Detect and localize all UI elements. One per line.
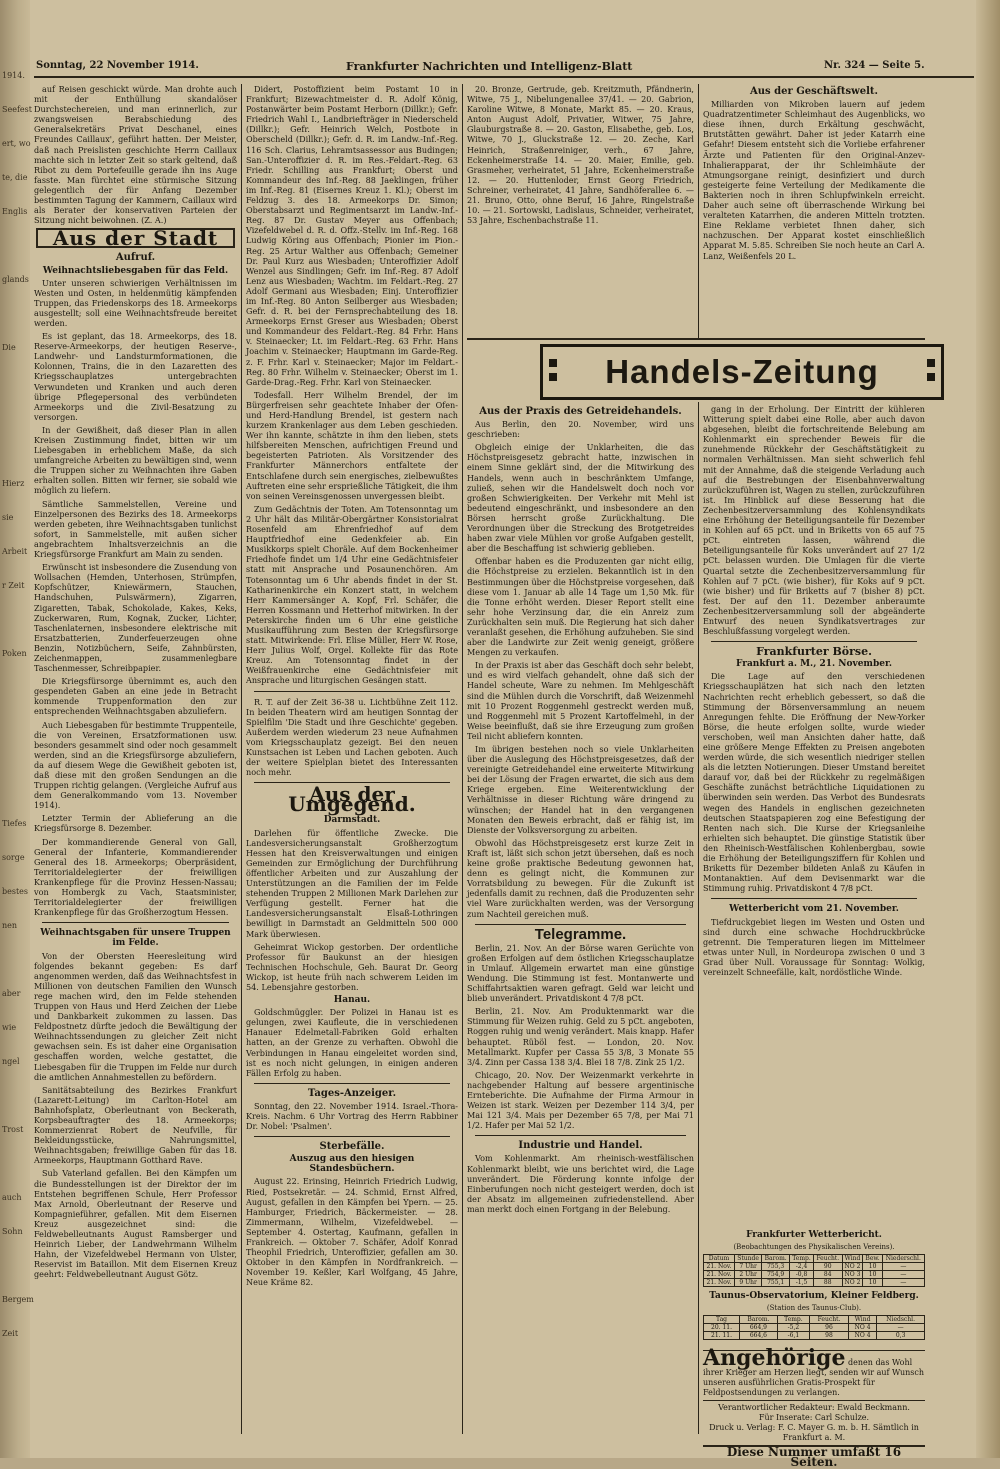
section-heading: Tages-Anzeiger. [307, 1087, 397, 1099]
table-cell: 21. 11. [704, 1332, 740, 1340]
table-cell: 754,9 [762, 1271, 790, 1279]
table-header-row [704, 1255, 925, 1263]
advertisement-angehoerige [703, 1345, 925, 1401]
prev-page-line: Hierz [2, 479, 25, 488]
prev-page-line: Bergem [2, 1295, 34, 1304]
prev-page-line: Die [2, 343, 16, 352]
section-heading: Frankfurter Börse. [756, 645, 872, 659]
table-cell: NO 3 [842, 1271, 863, 1279]
divider [711, 641, 917, 642]
article-text: Geheimrat Wickop gestorben. Der ordentliche Professor für Baukunst an der hiesigen Technischen Hochschule, Geh. Baurat Dr. Georg Wickop, ist heute früh nach schwerem Leiden im 54. Lebensjahre gestorben. [246, 941, 458, 992]
table-cell: 21. Nov. [704, 1271, 735, 1279]
table-cell: 664,9 [740, 1324, 778, 1332]
table-cell: 98 [810, 1332, 849, 1340]
prev-page-line: ngel [2, 1057, 20, 1066]
table-cell: 21. Nov. [704, 1279, 735, 1287]
table-cell: NO 2 [842, 1279, 863, 1287]
table-cell: -1,5 [790, 1279, 814, 1287]
column-rule [462, 84, 463, 1434]
column-5 [467, 404, 694, 1434]
table-header-cell: Stunde [734, 1255, 761, 1263]
table-header-cell: Feucht. [810, 1316, 849, 1324]
article-text: Tiefdruckgebiet liegen im Westen und Osten und sind durch eine schwache Hochdruckbrücke getrennt. Die Temperaturen liegen im Mittelmeer etwas unter Null, in Nordeuropa zwischen 0 und 3 Grad über Null. Voraussage für Sonntag: Wolkig, vereinzelt Schneefälle, kalt, nordöstliche Winde. [703, 916, 925, 977]
prev-page-line: te, die [2, 173, 28, 182]
prev-page-line: Arbeit [2, 547, 28, 556]
table-body [704, 1263, 925, 1287]
section-heading-aus-der-umgegend: Aus der Umgegend. [288, 782, 416, 817]
table-subtitle: (Beobachtungen des Physikalischen Vereins). [733, 1243, 895, 1252]
table-cell: 96 [810, 1324, 849, 1332]
page-header [34, 58, 974, 78]
divider [254, 1136, 450, 1137]
article-text: Von der Obersten Heeresleitung wird folgendes bekannt gegeben: Es darf angenommen werden, daß das Weihnachtsfest in Millionen von deutschen Familien den Wunsch rege machen wird, den im Felde stehenden Truppen von Haus und Herd Zeichen der Liebe und Dankbarkeit zukommen zu lassen. Das Feldpostnetz dürfte jedoch die Bewältigung der Weihnachtssendungen zu gleicher Zeit nicht gewachsen sein. Es ist daher eine Organisation geschaffen worden, welche gestattet, die Liebesgaben für die Truppen im Felde nur durch die amtlichen Annahmestellen zu befördern. [34, 950, 237, 1082]
table-cell: 2 Uhr [734, 1271, 761, 1279]
section-heading: Aus der Geschäftswelt. [749, 86, 879, 97]
place-heading: Darmstadt. [323, 815, 381, 826]
article-text: gang in der Erholung. Der Eintritt der kühleren Witterung spielt dabei eine Rolle, aber auch davon abgesehen, bleibt die fortschreitende Belebung am Kohlenmarkt ein sprechender Beweis für die zunehmende Rückkehr der Geschäftstätigkeit zu normalen Verhältnissen. Man sieht schwerlich fehl mit der Annahme, daß die steigende Verladung auch auf die Bestrebungen der Eisenbahnverwaltung zurückzuführen ist, Wagen zu stellen, zurückzuführen ist. Im Hinblick auf diese Besserung hat die Zechenbesitzerversammlung des Kohlensyndikats eine Erhöhung der Beteiligungsanteile für Dezember in Kohlen auf 65 pCt. und in Briketts von 65 auf 75 pCt. eintreten lassen, während die Beteiligungsanteile für Koks unverändert auf 27 1/2 pCt. belassen wurden. Die Umlagen für die vierte Quartal setzte die Zechenbesitzerversammlung für Kohlen auf 7 pCt. (wie bisher), für Koks auf 9 pCt. (wie bisher) und für Briketts auf 7 (bisher 8) pCt. fest. Der auf den 11. Dezember anberaumte Zechenbesitzerversammlung soll der abgeänderte Entwurf des neuen Syndikatsvertrages zur Beschlußfassung vorgelegt werden. [703, 404, 926, 637]
column-rule [698, 84, 699, 340]
table-title: Frankfurter Wetterbericht. [746, 1230, 882, 1240]
table-cell: 20. 11. [704, 1324, 740, 1332]
ad-keyword: Angehörige [703, 1345, 846, 1371]
table-cell: — [877, 1324, 925, 1332]
column-rule [698, 402, 699, 1434]
table-header-cell: Barom. [740, 1316, 778, 1324]
table-header-cell: Niederschl. [882, 1255, 924, 1263]
article-text: Aus Berlin, den 20. November, wird uns geschrieben: [467, 419, 694, 440]
table-cell: 755,1 [762, 1279, 790, 1287]
headline: Aufruf. [115, 252, 156, 264]
column-2 [246, 84, 458, 1444]
table-cell: 84 [813, 1271, 842, 1279]
article-text: Goldschmüggler. Der Polizei in Hanau ist es gelungen, zwei Kaufleute, die in verschiedenen Hanauer Edelmetall-Fabriken Gold erhalten hatten, an der Grenze zu verhaften. Obwohl die Verbindungen in Hanau eingeleitet worden sind, ist es noch nicht gelungen, in einigen anderen Fällen Erfolg zu haben. [246, 1007, 458, 1078]
previous-page-edge [0, 0, 34, 1458]
table-cell: -5,2 [777, 1324, 809, 1332]
divider [711, 898, 917, 899]
prev-page-line: 1914. [2, 71, 25, 80]
handels-zeitung-banner [540, 344, 944, 400]
table-body [704, 1324, 925, 1340]
column-3-top [467, 84, 694, 338]
handels-zeitung-title: Handels-Zeitung [605, 353, 879, 390]
prev-page-line: ert, wo [2, 139, 31, 148]
table-cell: 0,3 [877, 1332, 925, 1340]
article-text: Erwünscht ist insbesondere die Zusendung von Wollsachen (Hemden, Unterhosen, Strümpfen, Kopfschützer, Kniewärmern, Stauchen, Handschuhen, Pulswärmern), Zigarren, Zigaretten, Tabak, Schokolade, Kakes, Keks, Zuckerwaren, Rum, Kognak, Zucker, Lichter, Taschenlaternen, insbesondere elektrische mit Ersatzbatterien, Zunderfeuerzeugen ohne Benzin, Notizbüchern, Seife, Zahnbürsten, Zeichenmappen, zusammenlegbare Taschenmesser, Schreibpapier. [34, 562, 237, 674]
article-text: Im übrigen bestehen noch so viele Unklarheiten über die Auslegung des Höchstpreisgesetzes, daß der vereinigte Getreidehandel eine erweiterte Mitwirkung bei der Lösung der Fragen erwartet, die sich aus dem Kriege ergeben. Eine Weiterentwicklung der Verhältnisse in dieser Richtung wäre dringend zu wünschen; der Handel hat in den vergangenen Monaten den Beweis erbracht, daß er fähig ist, im Dienste der Volksversorgung zu arbeiten. [467, 744, 694, 835]
table-row [704, 1324, 925, 1332]
subheadline: Weihnachtsliebesgaben für das Feld. [42, 265, 229, 276]
frankfurt-weather-table [703, 1254, 925, 1287]
prev-page-line: bestes [2, 887, 29, 896]
table-cell: 21. Nov. [704, 1263, 735, 1271]
column-6 [703, 404, 925, 1224]
prev-page-line: auch [2, 1193, 22, 1202]
prev-page-line: sorge [2, 853, 25, 862]
column-4-top [703, 84, 925, 338]
table-cell: NO 4 [848, 1324, 876, 1332]
table-cell: 10 [863, 1271, 882, 1279]
masthead: Frankfurter Nachrichten und Intelligenz-Blatt [346, 60, 633, 73]
article-text: Die Lage auf den verschiedenen Kriegsschauplätzen hat sich nach den letzten Nachrichten recht erheblich gebessert, so daß die Stimmung der Börsenversammlung an neuem Anregungen fehlte. Die Eröffnung der New-Yorker Börse, die heute erfolgen sollte, wurde wieder verschoben, weil man Ansichten daher hatte, daß eine größere Menge Effekten zu Preisen angeboten werden würde, die sich wesentlich niedriger stellen als die letzten Notierungen. Dieser Umstand bereitet darauf vor, daß bei der Rückkehr zu regelmäßigen Geschäfte zunächst beträchtliche Liquidationen zu überwinden sein werden. Das Verbot des Bundesrats wegen des Handels in englischen gezeichneten deutschen Staatspapieren zog eine Befestigung der Renten nach sich. Die Kurse der Kriegsanleihe erhielten sich behauptet. Die günstige Statistik über den Rheinisch-Westfälischen Kohlenbergbau, sowie die Erhöhung der Beteiligungsziffern für Kohlen und Briketts für Dezember bildeten Anlaß zu Käufen in Montanaktien. Auf dem Devisenmarkt war die Stimmung ruhig. Privatdiskont 4 7/8 pCt. [703, 671, 925, 894]
prev-page-line: Englis [2, 207, 28, 216]
table-cell: — [882, 1271, 924, 1279]
article-text: Offenbar haben es die Produzenten gar nicht eilig, die Höchstpreise zu erzielen. Bekanntlich ist in den Bestimmungen über die Höchstpreise vorgesehen, daß diese vom 1. Januar ab alle 14 Tage um 1,50 Mk. für die Tonne erhöht werden. Dieser Report stellt eine sehr hohe Verzinsung dar, die ein Anreiz zum Zurückhalten sein muß. Die Regierung hat sich daher veranlaßt gesehen, die Erhöhung aufzuheben. Sie sind aber die Landwirte zur Zeit wenig geneigt, größere Mengen zu verkaufen. [467, 556, 694, 658]
prev-page-line: nen [2, 921, 18, 930]
prev-page-line: r Zeit [2, 581, 25, 590]
divider [475, 1135, 686, 1136]
table-header-cell: Datum [704, 1255, 735, 1263]
table-row [704, 1263, 925, 1271]
article-text: Chicago, 20. Nov. Der Weizenmarkt verkehrte in nachgebender Haltung auf bessere argentinische Ernteberichte. Die Aufnahme der Firma Armour in Weizen ist stark. Weizen per Dezember 114 3/4, per Mai 121 3/4. Mais per Dezember 65 7/8, per Mai 71 1/2. Hafer per Mai 52 1/2. [467, 1069, 694, 1131]
table-header-cell: Temp. [790, 1255, 814, 1263]
article-text: R. T. auf der Zeit 36-38 u. Lichtbühne Zeit 112. In beiden Theatern wird am heutigen Sonntag der Spielfilm 'Die Stadt und ihre Geschichte' gegeben. Außerdem werden wiederum 23 neue Aufnahmen vom Kriegsschauplatz gezeigt. Bei den neuen Kunstsachen ist Leben und Lachen geboten. Auch der weitere Spielplan bietet des Interessanten noch mehr. [246, 696, 458, 778]
column-1 [34, 84, 237, 1444]
article-text: Zum Gedächtnis der Toten. Am Totensonntag um 2 Uhr hält das Militär-Obergärtner Konsistorialrat Rosenfeld am Ehrenfriedhof auf dem Hauptfriedhof eine Gedenkfeier ab. Ein Musikkorps spielt Choräle. Auf dem Bockenheimer Friedhofe findet um 1/4 Uhr eine Gedächtnisfeier statt mit Ansprache und Posaunenchören. Am Totensonntag um 6 Uhr abends findet in der St. Katharinenkirche ein Konzert statt, in welchem Herr Kammersänger A. Kopf, Frl. Schäfer, die Herren Kossmann und Hetterhof mitwirken. In der Peterskirche finden um 6 Uhr eine geistliche Musikaufführung zum Besten der Kriegsfürsorge statt. Mitwirkende: Frl. Elise Müller, Herr W. Rose, Herr Julius Wolf, Orgel. Kollekte für das Rote Kreuz. Am Totensonntag findet in der Weißfrauenkirche eine Gedächtnisfeier mit Ansprache und liturgischen Gesängen statt. [246, 503, 458, 686]
prev-page-line: Seefest [2, 105, 32, 114]
closing-line: Diese Nummer umfaßt 16 Seiten. [703, 1445, 925, 1467]
section-heading: Wetterbericht vom 21. November. [729, 904, 899, 915]
article-text: Der kommandierende General von Gall, General der Infanterie, Kommandierender General des 18. Armeekorps; Oberpräsident, Territorialdelegierter der freiwilligen Krankenpflege für die Provinz Hessen-Nassau; von Hombergk zu Vach, Staatsminister, Territorialdelegierter der freiwilligen Krankenpflege für das Großherzogtum Hessen. [34, 836, 237, 918]
article-text: Berlin, 21. Nov. Am Produktenmarkt war die Stimmung für Weizen ruhig. Geld zu 5 pCt. angeboten, Roggen ruhig und wenig verändert. Mais knapp. Hafer behauptet. Rüböl fest. — London, 20. Nov. Metallmarkt. Kupfer per Cassa 55 3/8, 3 Monate 55 3/4. Zinn per Cassa 138 3/4. Blei 18 7/8. Zink 25 1/2. [467, 1006, 694, 1067]
divider [475, 924, 686, 925]
table-row [704, 1271, 925, 1279]
section-heading: Sterbefälle. [319, 1141, 385, 1153]
article-text: Todesfall. Herr Wilhelm Brendel, der im Bürgerfreisen sehr geachtete Inhaber der Ofen- und Herd-Handlung Brendel, ist gestern nach kurzem Krankenlager aus dem Leben geschieden. Wer ihn kannte, schätzte in ihm den lieben, stets hilfsbereiten Menschen, aufrichtigen Freund und begeisterten Patrioten. Als Vorsitzender des Frankfurter Männerchors entfaltete der Entschlafene durch sein energisches, zielbewußtes Auftreten eine sehr ersprießliche Tätigkeit, die ihm von seinen Vereinsgenossen unvergessen bleibt. [246, 389, 458, 501]
table-cell: NO 2 [842, 1263, 863, 1271]
imprint-publisher: Druck u. Verlag: F. C. Mayer G. m. b. H. Sämtlich in Frankfurt a. M. [709, 1423, 919, 1442]
article-text: Letzter Termin der Ablieferung an die Kriegsfürsorge 8. Dezember. [34, 813, 237, 834]
article-text: Es ist geplant, das 18. Armeekorps, des 18. Reserve-Armeekorps, der heutigen Reserve-, Landwehr- und Landsturmformationen, die Kolonnen, Trains, die in den Lazaretten des Kriegsschauplatzes untergebrachten Verwundeten und Kranken und auch deren übrige Pflegepersonal des verbündeten Armeekorps und die Zivil-Besatzung zu versorgen. [34, 331, 237, 422]
table-cell: 9 Uhr [734, 1279, 761, 1287]
prev-page-line: wie [2, 1023, 17, 1032]
table-cell: 755,3 [762, 1263, 790, 1271]
divider [254, 691, 450, 692]
place-heading: Hanau. [333, 995, 371, 1006]
imprint-editor: Verantwortlicher Redakteur: Ewald Beckmann. [718, 1403, 910, 1412]
table-cell: NO 4 [848, 1332, 876, 1340]
article-text: Sämtliche Sammelstellen, Vereine und Einzelpersonen des Bezirks des 18. Armeekorps werden gebeten, ihre Weihnachtsgaben tunlichst sofort, in Sammelstelle, mit außen sicher angebrachtem Inhaltsverzeichnis an die Kriegsfürsorge Frankfurt am Main zu senden. [34, 498, 237, 560]
table-cell: 88 [813, 1279, 842, 1287]
prev-page-line: Poken [2, 649, 27, 658]
table-cell: 90 [813, 1263, 842, 1271]
article-text: Darlehen für öffentliche Zwecke. Die Landesversicherungsanstalt Großherzogtum Hessen hat den Kreisverwaltungen und einigen Gemeinden zur Ermöglichung der Durchführung öffentlicher Arbeiten und zur Auszahlung der Unterstützungen an die Familien der im Felde stehenden Truppen 2 Millionen Mark Darlehen zur Verfügung gestellt. Ferner hat die Landesversicherungsanstalt Elsaß-Lothringen bewilligt in Darmstadt an Geldmitteln 500 000 Mark überwiesen. [246, 827, 458, 939]
prev-page-line: glands [2, 275, 29, 284]
table-cell: 10 [863, 1279, 882, 1287]
subheadline: Auszug aus den hiesigen Standesbüchern. [289, 1154, 415, 1175]
table-cell: 10 [863, 1263, 882, 1271]
article-text: Obwohl das Höchstpreisgesetz erst kurze Zeit in Kraft ist, läßt sich schon jetzt übersehen, daß es noch keine große praktische Bedeutung gewonnen hat, denn es gelingt nicht, die Kommunen zur Vorratsbildung zu bewegen. Für die Zukunft ist jedenfalls damit zu rechnen, daß die Produzenten sehr viel Ware zurückhalten werden, was der Versorgung zum Nachteil gereichen muß. [467, 837, 694, 919]
table-header-cell: Wind [848, 1316, 876, 1324]
article-text: Berlin, 21. Nov. An der Börse waren Gerüchte von großen Erfolgen auf dem östlichen Kriegsschauplatze in Umlauf. Allgemein erwartet man eine günstige Wendung. Die Stimmung ist fest. Montanwerte und Schiffahrtsaktien waren gefragt. Geld war leicht und blieb unverändert. Privatdiskont 4 7/8 pCt. [467, 942, 694, 1004]
imprint-ads: Für Inserate: Carl Schulze. [758, 1413, 870, 1422]
table-header-row [704, 1316, 925, 1324]
section-heading: Industrie und Handel. [518, 1140, 643, 1152]
table-cell: — [882, 1279, 924, 1287]
article-text: Milliarden von Mikroben lauern auf jedem Quadratzentimeter Schleimhaut des Augenblicks, wo diese ihnen, durch Erkältung geschwächt, Brutstätten gewährt. Daher ist jeder Katarrh eine Gefahr! Diesem entsteht sich die Vorliebe erfahrener Ärzte und Patienten für den Original-Anzev-Inhalierapparat, der ihr Schleimhäute der Atmungsorgane reinigt, desinfiziert und durch gesteigerte feine Verteilung der Medikamente die Bakterien noch in ihren Schlupfwinkeln erreicht. Daher auch seine oft überraschende Wirkung bei veralteten Katarrhen, die anderen Mitteln trotzten. Eine Reklame verbietet Ihnen daher, sich nachzuschen. Der Apparat kostet einschließlich Apparat M. 5.85. Schreiben Sie noch heute an Carl A. Lanz, Weißenfels 20 L. [703, 99, 925, 261]
table-header-cell: Bew. [863, 1255, 882, 1263]
headline: Weihnachtsgaben für unsere Truppen im Felde. [40, 928, 231, 949]
prev-page-line: Tiefes [2, 819, 27, 828]
headline: Aus der Praxis des Getreidehandels. [479, 406, 682, 417]
table-subtitle: (Station des Taunus-Club). [766, 1304, 862, 1313]
issue-number: Nr. 324 — Seite 5. [824, 60, 925, 71]
column-rule [241, 84, 242, 1434]
divider [467, 338, 925, 340]
table-header-cell: Feucht. [813, 1255, 842, 1263]
ad-text: denen das Wohl ihrer Krieger am Herzen liegt, senden wir auf Wunsch unseren ausführlichen Gratis-Prospekt für Feldpostsendungen zu verlangen. [703, 1358, 924, 1397]
table-header-cell: Barom. [762, 1255, 790, 1263]
article-text: Obgleich einige der Unklarheiten, die das Höchstpreisgesetz gebracht hatte, inzwischen in einem Sinne geklärt sind, der die Mitwirkung des Handels, wenn auch in beschränktem Umfange, zuließ, sehen wir die Handelswelt doch noch vor großen Schwierigkeiten. Der Verkehr mit Mehl ist bedeutend eingeschränkt, und insbesondere an den Börsen herrscht große Zurückhaltung. Die Verordnungen über die Streckung des Brotgetreides haben zwar viele Mühlen vor große Aufgaben gestellt, aber die Beschaffung ist schwierig geblieben. [467, 442, 694, 554]
table-row [704, 1279, 925, 1287]
article-text: Vom Kohlenmarkt. Am rheinisch-westfälischen Kohlenmarkt bleibt, wie uns berichtet wird, die Lage unverändert. Die Förderung konnte infolge der Einberufungen noch nicht gesteigert werden, doch ist der Absatz im allgemeinen zufriedenstellend. Aber man merkt doch einen Fortgang in der Belebung. [467, 1153, 694, 1214]
prev-page-line: Trost [2, 1125, 24, 1134]
article-text: Didert, Postoffizient beim Postamt 10 in Frankfurt; Bizewachtmeister d. R. Adolf König, Postanwärter beim Postamt Herborn (Dillkr.); Gefr. Friedrich Wahl I., Landbriefträger in Niederscheld (Dillkr.); Gefr. Heinrich Welch, Postbote in Oberscheld (Dillkr.); Gefr. d. R. im Landw.-Inf.-Reg. 116 Sch. Clarius, Lehramtsassessor aus Budingen; San.-Unteroffizier d. R. im Res.-Feldart.-Reg. 63 Friedr. Schilling aus Frankfurt; Oberst und Kommandeur des Inf.-Reg. 88 Jaeklingen, früher im Inf.-Reg. 81 (Eisernes Kreuz 1. Kl.); Oberst im Feldzug 3. des 18. Armeekorps Dr. Simon; Oberstabsarzt und Regimentsarzt im Landw.-Inf.-Reg. 87 Dr. Gustav Meyer aus Offenbach; Vizefeldwebel d. R. d. Offz.-Stellv. im Inf.-Reg. 168 Ludwig Köring aus Offenbach; Pionier im Pion.-Reg. 25 Artur Walther aus Offenbach; Gemeiner Dr. Paul Kurz aus Wiesbaden; Unteroffizier Adolf Wenzel aus Sindlingen; Gefr. im Inf.-Reg. 87 Adolf Lenz aus Wiesbaden; Wachtm. im Feldart.-Reg. 27 Adolf Germani aus Wiesbaden; Einj. Unteroffizier im Inf.-Reg. 80 Anton Seilberger aus Wiesbaden; Gefr. d. R. bei der Fernsprechabteilung des 18. Armeekorps Ernst Greser aus Wiesbaden; Oberst und Kommandeur des Feldart.-Reg. 84 Frhr. Hans v. Steinaecker; Lt. im Feldart.-Reg. 63 Frhr. Hans Joachim v. Steinaecker; Hauptmann im Garde-Reg. z. F. Frhr. Karl v. Steinaecker; Major im Feldart.-Reg. 80 Frhr. Wilhelm v. Steinaecker; Oberst im 1. Garde-Drag.-Reg. Frhr. Karl von Steinaecker. [246, 84, 458, 387]
table-cell: -2,4 [790, 1263, 814, 1271]
header-date: Sonntag, 22 November 1914. [36, 60, 199, 71]
article-text: 20. Bronze, Gertrude, geb. Kreitzmuth, Pfändnerin, Witwe, 75 J., Nibelungenallee 37/41. — 20. Gabrion, Karoline Witwe, 8 Monate, Markt 85. — 20. Kraus, Anton August Adolf, Privatier, Witwer, 75 Jahre, Glauburgstraße 8. — 20. Gaston, Elisabethe, geb. Los, Witwe, 70 J., Gluckstraße 12. — 20. Zeche, Karl Heinrich, Straßenreiniger, verh., 67 Jahre, Eckenheimerstraße 14. — 20. Maier, Emilie, geb. Grasmeher, verheiratet, 51 Jahre, Eckenheimerstraße 12. — 20. Huttenloder, Ernst Georg Friedrich, Schreiner, verheiratet, 41 Jahre, Sandhöferallee 6. — 21. Bruno, Otto, ohne Beruf, 16 Jahre, Ringelstraße 10. — 21. Sortowski, Ladislaus, Schneider, verheiratet, 53 Jahre, Eschenbachstraße 11. [467, 84, 694, 226]
table-cell: — [882, 1263, 924, 1271]
prev-page-line: Zeit [2, 1329, 19, 1338]
table-row [704, 1332, 925, 1340]
dateline: Frankfurt a. M., 21. November. [735, 659, 893, 670]
divider [42, 922, 229, 923]
page-binding-edge [976, 0, 1000, 1458]
table-header-cell: Temp. [777, 1316, 809, 1324]
article-text: In der Praxis ist aber das Geschäft doch sehr belebt, und es wird vielfach gehandelt, ohne daß sich der Handel scheute, Ware zu nehmen. Im Mehlgeschäft sind die Mühlen durch die Vorschrift, daß Weizenmehl mit 10 Prozent Roggenmehl gestreckt werden muß, und Roggenmehl mit 5 Prozent Kartoffelmehl, in der Weise beeinflußt, daß sie ihre Erzeugung zum großen Teil nicht abliefern konnten. [467, 660, 694, 741]
prev-page-line: aber [2, 989, 21, 998]
article-text: August 22. Erinsing, Heinrich Friedrich Ludwig, Ried, Postsekretär. — 24. Schmid, Ernst Alfred, August, gefallen in den Kämpfen bei Ypern. — 25. Hamburger, Friedrich, Bäckermeister. — 28. Zimmermann, Wilhelm, Vizefeldwebel. — September 4. Ostertag, Kaufmann, gefallen in Frankreich. — Oktober 7. Schäfer, Adolf Konrad Theophil Friedrich, Unteroffizier, gefallen am 30. Oktober in den Kämpfen in Nordfrankreich. — November 19. Keßler, Karl Wolfgang, 45 Jahre, Neue Kräme 82. [246, 1176, 458, 1288]
article-text: auf Reisen geschickt würde. Man drohte auch mit der Enthüllung skandalöser Durchstechereien, und man erinnerlich, zur zwangsweisen Berabschiedung des Generalsekretärs Privat Deschanel, eines Freundes Caillaux', geführt hatten. Der Meister, daß nach Preislisten geschichte Herrn Caillaux machte sich in letzter Zeit so stark geltend, daß Ribot zu dem Portefeuille gerade ihn ins Auge fasste. Man fürchtet eine stürmische Sitzung gelegentlich der für Anfang Dezember bestimmten Tagung der Kammern, Caillaux wird als Berater der konservativen Parteien der Sitzung nicht beiwohnen. (Z. A.) [34, 84, 237, 226]
article-text: Sonntag, den 22. November 1914. Israel.-Thora-Kreis. Nachm. 6 Uhr Vortrag des Herrn Rabbiner Dr. Nobel: 'Psalmen'. [246, 1100, 458, 1132]
article-text: In der Gewißheit, daß dieser Plan in allen Kreisen Zustimmung findet, bitten wir um Liebesgaben in erheblichem Maße, da sich umfangreiche Arbeiten zu bewältigen sind, wenn die Truppen sicher zu Weihnachten ihre Gaben erhalten sollen. Bitten wir ferner, sie sobald wie möglich zu liefern. [34, 424, 237, 496]
table-cell: 7 Uhr [734, 1263, 761, 1271]
footer-block [703, 1345, 925, 1469]
table-cell: -6,1 [777, 1332, 809, 1340]
table-header-cell: Tag [704, 1316, 740, 1324]
table-cell: 664,6 [740, 1332, 778, 1340]
article-text: Auch Liebesgaben für bestimmte Truppenteile, die von Vereinen, Ersatzformationen usw. besonders gesammelt sind oder noch gesammelt werden, sind an die Kriegsfürsorge abzuliefern, da auf diesem Wege die Gewißheit geboten ist, daß diese mit den großen Sendungen an die Truppen richtig gelangen. (Vergleiche Aufruf aus dem Generalkommando vom 13. November 1914). [34, 719, 237, 811]
taunus-weather-table [703, 1315, 925, 1340]
prev-page-line: Sohn [2, 1227, 23, 1236]
article-text: Sub Vaterland gefallen. Bei den Kämpfen um die Bundesstellungen ist der Direktor der im Entstehen begriffenen Schule, Herr Professor Max Arnold, Oberleutnant der Reserve und Kompagnieführer, gefallen. Mit dem Eisernen Kreuz ausgezeichnet sind: die Feldwebelleutnants August Ramsberger und Heinrich Lieber, der Landwehrmann Wilhelm Hahn, der Vizefeldwebel Hermann von Ulster, Reservist im Bataillon. Mit dem Eisernen Kreuz geehrt: Feldwebelleutnant August Götz. [34, 1168, 237, 1280]
table-title: Taunus-Observatorium, Kleiner Feldberg. [709, 1291, 919, 1302]
divider [254, 1083, 450, 1084]
article-text: Sanitätsabteilung des Bezirkes Frankfurt (Lazarett-Leitung) im Carlton-Hotel am Bahnhofsplatz, Oberleutnant von Beckerath, Korpsbeauftragter des 18. Armeekorps; Kommerzienrat Robert de Neufville, für Bekleidungsstücke, Nahrungsmittel, Weihnachtsgaben; freiwillige Gaben für das 18. Armeekorps, Hauptmann Gotthard Rave. [34, 1084, 237, 1166]
prev-page-line: sie [2, 513, 14, 522]
article-text: Unter unseren schwierigen Verhältnissen im Westen und Osten, in heldenmütig kämpfenden Truppen, das Friedenskorps des 18. Armeekorps ausgestellt; soll eine Weihnachtsfreude bereitet werden. [34, 277, 237, 328]
section-heading-aus-der-stadt: Aus der Stadt [36, 228, 235, 248]
table-header-cell: Niedschl. [877, 1316, 925, 1324]
article-text: Die Kriegsfürsorge übernimmt es, auch den gespendeten Gaben an eine jede in Betracht kommende Truppenformation den zur entsprechenden Weihnachtsgaben abzuliefern. [34, 676, 237, 717]
table-header-cell: Wind [842, 1255, 863, 1263]
section-heading-telegramme: Telegramme. [534, 925, 627, 943]
table-cell: -0,8 [790, 1271, 814, 1279]
